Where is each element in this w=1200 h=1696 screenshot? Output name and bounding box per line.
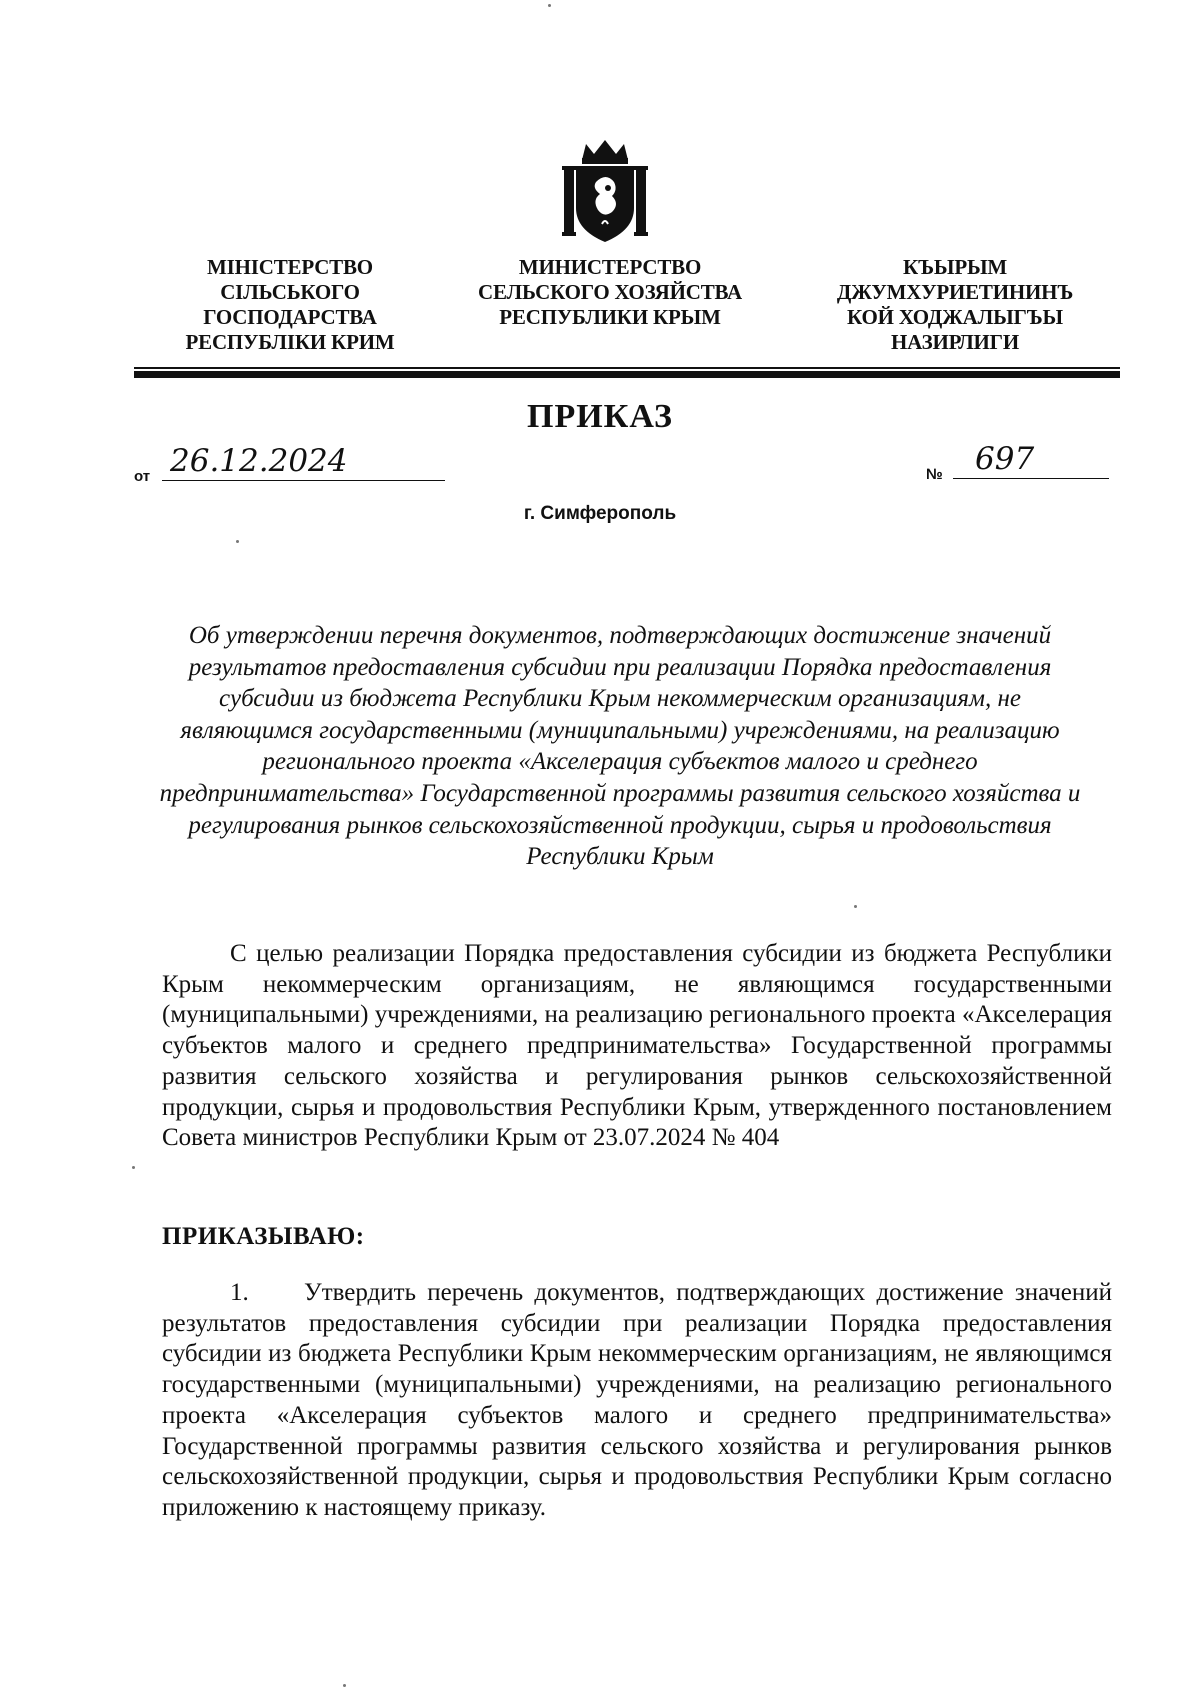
ministry-name-crimean-tatar: КЪЫРЫМ ДЖУМХУРИЕТИНИНЪ КОЙ ХОДЖАЛЫГЪЫ НАЗИРЛИГИ bbox=[836, 255, 1074, 354]
order-subject: Об утверждении перечня документов, подтверждающих достижение значений результатов предоставления субсидии при реализации Порядка предоставления субсидии из бюджета Республики Крым некоммерческим организациям, не являющимся государственными (муниципальными) учреждениями, на реализацию регионального проекта «Акселерация субъектов малого и среднего предпринимательства» Государственной программы развития сельского хозяйства и регулирования рынков сельскохозяйственной продукции, сырья и продовольствия Республики Крым bbox=[159, 622, 1081, 871]
order-item-1 bbox=[162, 1278, 1112, 1524]
date-prefix: от bbox=[134, 468, 151, 485]
ministry-name-russian: МИНИСТЕРСТВО СЕЛЬСКОГО ХОЗЯЙСТВА РЕСПУБЛИКИ КРЫМ bbox=[478, 255, 742, 329]
order-label: ПРИКАЗЫВАЮ: bbox=[162, 1223, 365, 1250]
scan-speck bbox=[132, 1166, 135, 1169]
document-title: ПРИКАЗ bbox=[527, 398, 673, 435]
city-name: г. Симферополь bbox=[523, 503, 677, 524]
header-divider-thick bbox=[134, 371, 1120, 378]
scan-speck bbox=[854, 905, 857, 908]
scan-speck bbox=[548, 4, 551, 7]
order-number-field: 697 bbox=[953, 440, 1109, 479]
order-item-text: Утвердить перечень документов, подтверждающих достижение значений результатов предоставления субсидии при реализации Порядка предоставления субсидии из бюджета Республики Крым некоммерческим организациям, не являющимся государственными (муниципальными) учреждениями, на реализацию регионального проекта «Акселерация субъектов малого и среднего предпринимательства» Государственной программы развития сельского хозяйства и регулирования рынков сельскохозяйственной продукции, сырья и продовольствия Республики Крым согласно приложению к настоящему приказу. bbox=[162, 1279, 1112, 1521]
number-prefix: № bbox=[926, 466, 943, 483]
scan-speck bbox=[343, 1684, 346, 1687]
scan-speck bbox=[236, 540, 239, 543]
preamble-paragraph: С целью реализации Порядка предоставления субсидии из бюджета Республики Крым некоммерческим организациям, не являющимся государственными (муниципальными) учреждениями, на реализацию регионального проекта «Акселерация субъектов малого и среднего предпринимательства» Государственной программы развития сельского хозяйства и регулирования рынков сельскохозяйственной продукции, сырья и продовольствия Республики Крым, утвержденного постановлением Совета министров Республики Крым от 23.07.2024 № 404 bbox=[162, 940, 1112, 1152]
header-divider-thin bbox=[134, 367, 1120, 369]
date-field: 26.12.2024 bbox=[162, 442, 445, 481]
crimea-coat-of-arms-icon bbox=[562, 138, 648, 244]
ministry-name-ukrainian: МIНIСТЕРСТВО СIЛЬСЬКОГО ГОСПОДАРСТВА РЕСПУБЛIКИ КРИМ bbox=[185, 255, 395, 354]
order-item-number: 1. bbox=[230, 1279, 249, 1306]
